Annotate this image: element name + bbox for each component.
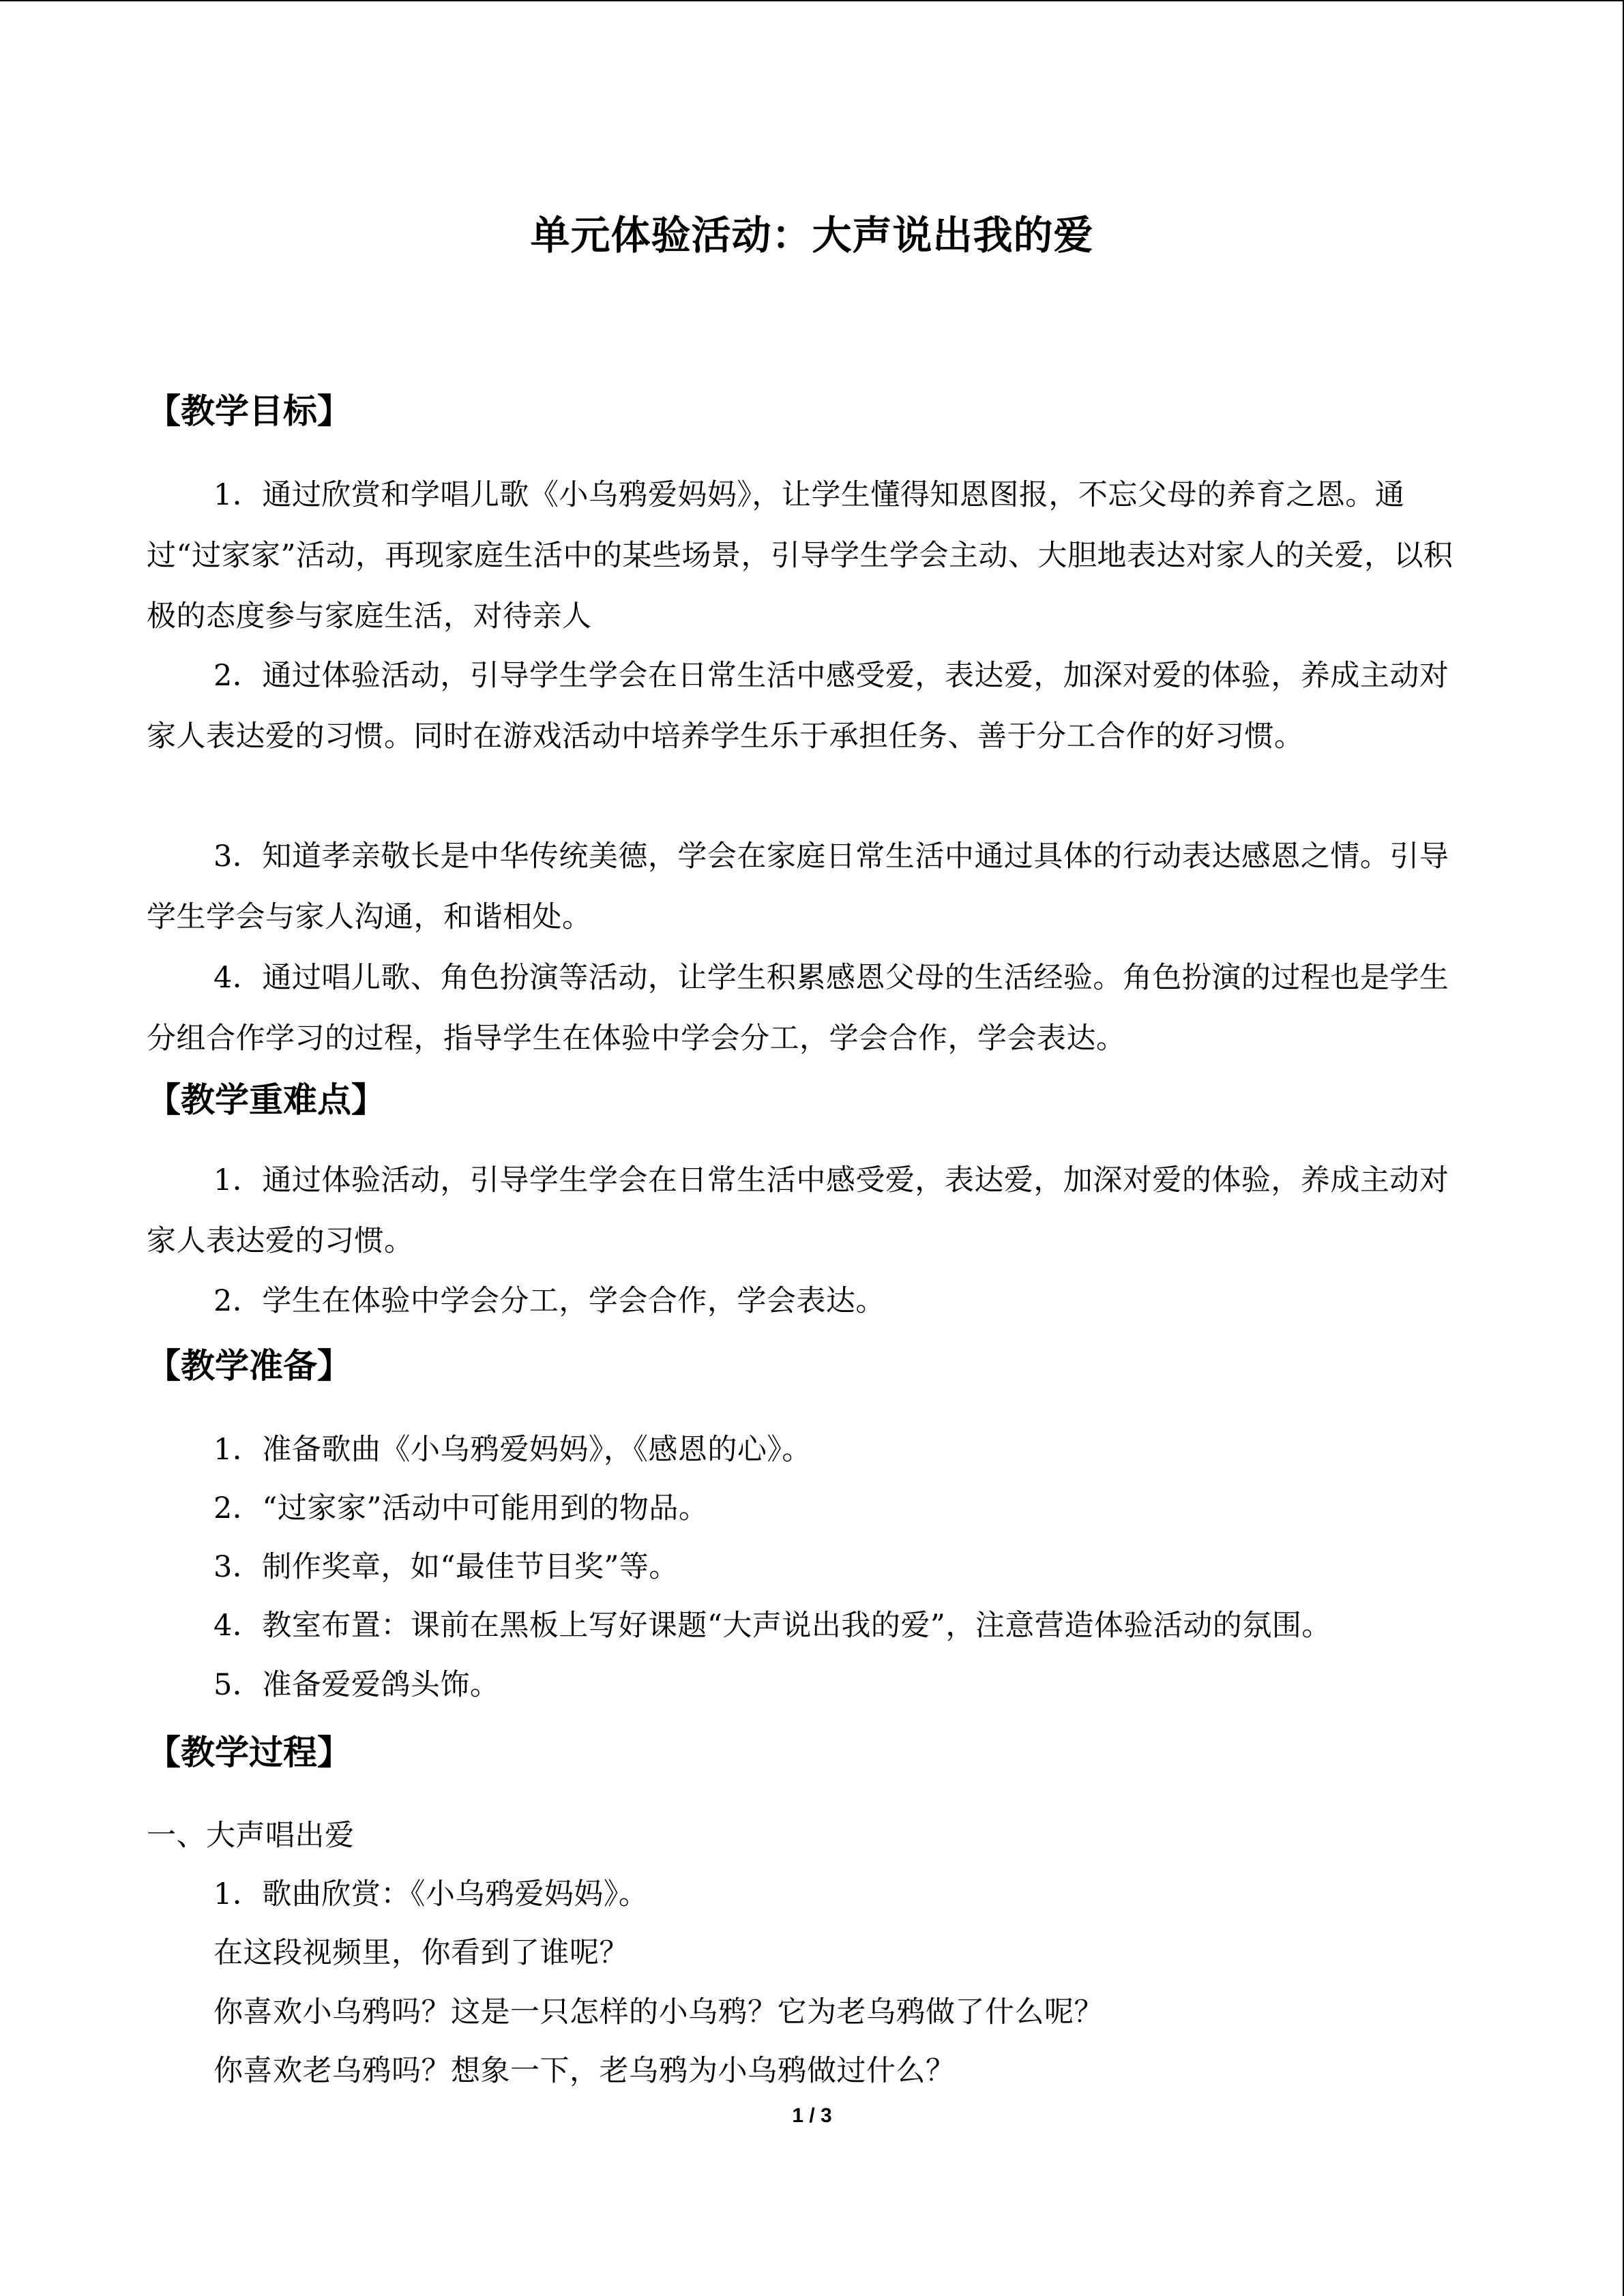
heading-teaching-goals: 【教学目标】 [147,391,351,431]
heading-preparation: 【教学准备】 [147,1346,351,1386]
heading-key-points: 【教学重难点】 [147,1080,385,1120]
page-number: 1 / 3 [792,2104,832,2127]
document-title: 单元体验活动：大声说出我的爱 [530,212,1094,258]
process-line-1: 1．歌曲欣赏：《小乌鸦爱妈妈》。 [213,1877,649,1911]
process-line-4: 你喜欢老乌鸦吗？想象一下，老乌鸦为小乌鸦做过什么？ [213,2054,956,2088]
prep-item-2: 2．“过家家”活动中可能用到的物品。 [213,1491,709,1525]
key-point-item-2: 2．学生在体验中学会分工，学会合作，学会表达。 [213,1284,885,1318]
heading-teaching-process: 【教学过程】 [147,1733,351,1772]
process-line-3: 你喜欢小乌鸦吗？这是一只怎样的小乌鸦？它为老乌鸦做了什么呢？ [213,1995,1104,2029]
process-line-2: 在这段视频里，你看到了谁呢？ [213,1936,629,1970]
key-point-item-1: 1．通过体验活动，引导学生学会在日常生活中感受爱，表达爱，加深对爱的体验，养成主动对家人表达爱的习惯。 [147,1163,1449,1258]
goal-item-1: 1．通过欣赏和学唱儿歌《小乌鸦爱妈妈》，让学生懂得知恩图报，不忘父母的养育之恩。通过“过家家”活动，再现家庭生活中的某些场景，引导学生学会主动、大胆地表达对家人的关爱，以积极的态度参与家庭生活，对待亲人 [147,478,1453,633]
goal-item-4: 4．通过唱儿歌、角色扮演等活动，让学生积累感恩父母的生活经验。角色扮演的过程也是学生分组合作学习的过程，指导学生在体验中学会分工，学会合作，学会表达。 [147,961,1449,1056]
prep-item-5: 5．准备爱爱鸽头饰。 [213,1668,500,1702]
prep-item-1: 1．准备歌曲《小乌鸦爱妈妈》，《感恩的心》。 [213,1433,812,1467]
prep-item-3: 3．制作奖章，如“最佳节目奖”等。 [213,1550,679,1584]
process-subheading: 一、大声唱出爱 [147,1819,355,1853]
goal-item-3: 3．知道孝亲敬长是中华传统美德，学会在家庭日常生活中通过具体的行动表达感恩之情。引导学生学会与家人沟通，和谐相处。 [147,839,1449,934]
goal-item-2: 2．通过体验活动，引导学生学会在日常生活中感受爱，表达爱，加深对爱的体验，养成主动对家人表达爱的习惯。同时在游戏活动中培养学生乐于承担任务、善于分工合作的好习惯。 [147,659,1449,754]
prep-item-4: 4．教室布置：课前在黑板上写好课题“大声说出我的爱”，注意营造体验活动的氛围。 [213,1609,1331,1643]
